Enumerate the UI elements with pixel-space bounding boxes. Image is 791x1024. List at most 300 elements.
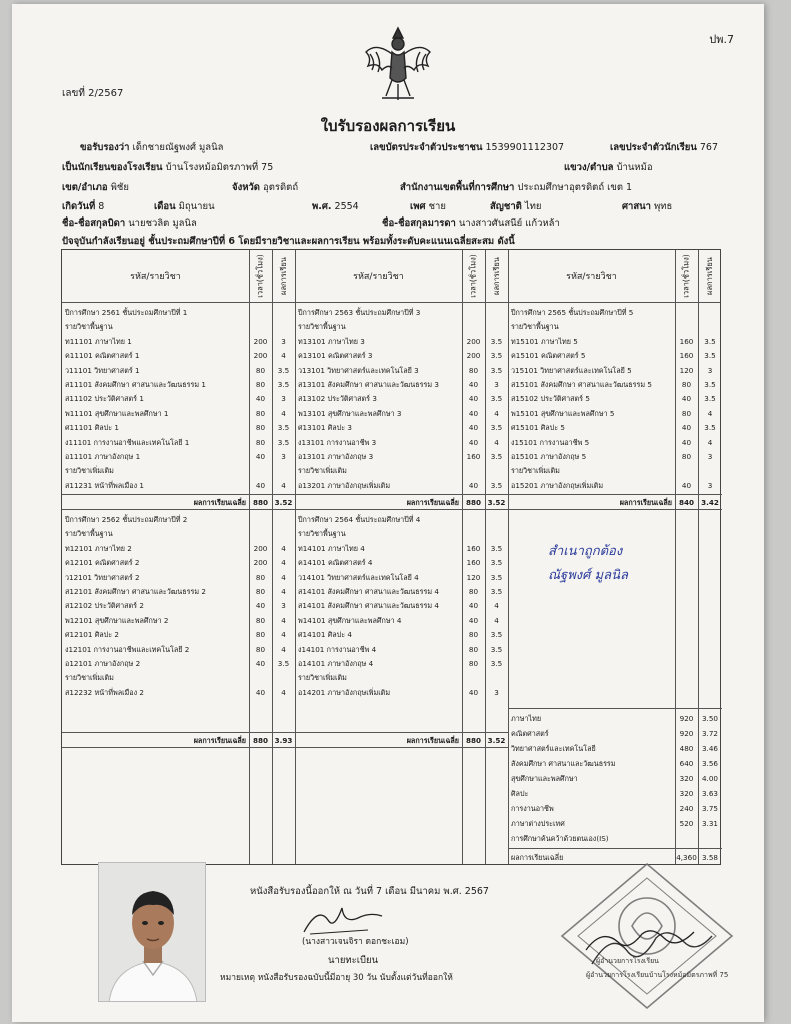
header-credit: เวลา(ชั่วโมง) bbox=[681, 254, 691, 298]
subject-cell: ว15101 วิทยาศาสตร์และเทคโนโลยี 5 bbox=[511, 365, 632, 375]
subject-cell: พ11101 สุขศึกษาและพลศึกษา 1 bbox=[65, 408, 169, 418]
table-row bbox=[511, 450, 722, 463]
nationality-label: สัญชาติ bbox=[490, 201, 522, 212]
subject-cell: ส12102 ประวัติศาสตร์ 2 bbox=[65, 601, 144, 611]
born-day: 8 bbox=[98, 201, 105, 212]
table-row bbox=[65, 657, 295, 670]
table-row bbox=[298, 407, 508, 420]
born-label: เกิดวันที่ bbox=[62, 201, 96, 212]
block-average-row bbox=[65, 734, 295, 747]
father-line bbox=[62, 218, 197, 230]
subject-cell: รายวิชาเพิ่มเติม bbox=[298, 673, 347, 683]
credit-cell: 4,360 bbox=[676, 853, 697, 862]
credit-cell: 160 bbox=[466, 452, 481, 461]
subject-cell: ท14101 ภาษาไทย 4 bbox=[298, 543, 365, 553]
grade-cell: 3.75 bbox=[701, 804, 718, 813]
month-value: มิถุนายน bbox=[178, 201, 215, 212]
grade-cell: 4 bbox=[281, 687, 286, 697]
subject-cell: ศ12101 ศิลปะ 2 bbox=[65, 630, 119, 640]
grade-cell: 3.5 bbox=[490, 452, 503, 461]
grade-cell: 3.5 bbox=[490, 543, 503, 553]
subject-cell: ท15101 ภาษาไทย 5 bbox=[511, 336, 578, 346]
credit-cell: 200 bbox=[466, 336, 481, 346]
month-label: เดือน bbox=[154, 201, 176, 212]
grade-cell: 3.5 bbox=[704, 351, 716, 361]
mother-label: ชื่อ-ชื่อสกุลมารดา bbox=[382, 218, 456, 229]
credit-cell: 40 bbox=[255, 687, 266, 697]
subject-cell: ค15101 คณิตศาสตร์ 5 bbox=[511, 351, 586, 361]
grade-cell: 3.5 bbox=[490, 394, 503, 404]
grade-cell: 3 bbox=[707, 480, 713, 490]
credit-cell: 80 bbox=[468, 587, 479, 596]
column-divider bbox=[508, 250, 509, 864]
credit-cell: 80 bbox=[681, 380, 692, 389]
table-row bbox=[298, 479, 508, 492]
grade-cell: 4 bbox=[494, 437, 499, 447]
handwritten-certified-copy: สำเนาถูกต้อง bbox=[548, 544, 623, 559]
handwritten-certified-copy: ณัฐพงศ์ มูลนิล bbox=[548, 568, 628, 583]
table-row bbox=[511, 464, 722, 477]
province-line bbox=[232, 182, 298, 194]
credit-cell: 320 bbox=[679, 789, 694, 798]
subdistrict-value: บ้านหม้อ bbox=[616, 162, 653, 173]
grade-cell: 3.52 bbox=[487, 736, 506, 745]
subject-cell: รายวิชาเพิ่มเติม bbox=[65, 673, 114, 683]
credit-cell: 80 bbox=[255, 365, 266, 375]
table-row bbox=[511, 407, 722, 420]
table-row bbox=[298, 643, 508, 656]
grade-cell: 3.5 bbox=[490, 630, 503, 640]
grades-table bbox=[61, 249, 721, 865]
subject-cell: ปีการศึกษา 2563 ชั้นประถมศึกษาปีที่ 3 bbox=[298, 308, 421, 317]
summary-top-divider bbox=[508, 708, 722, 709]
subject-cell: รายวิชาพื้นฐาน bbox=[65, 529, 113, 539]
signer-role: นายทะเบียน bbox=[328, 955, 379, 966]
grade-cell: 3.5 bbox=[277, 380, 290, 389]
total-divider bbox=[508, 494, 722, 495]
year-label: พ.ศ. bbox=[312, 201, 332, 212]
credit-cell: 40 bbox=[681, 437, 692, 447]
table-row bbox=[65, 585, 295, 598]
table-row bbox=[65, 628, 295, 641]
grade-cell: 3.56 bbox=[701, 759, 718, 768]
province-value: อุตรดิตถ์ bbox=[263, 182, 299, 193]
grade-cell: 3.5 bbox=[277, 437, 290, 447]
district-line bbox=[62, 182, 129, 194]
credit-cell: 40 bbox=[255, 452, 266, 461]
subject-cell: ภาษาต่างประเทศ bbox=[511, 819, 565, 828]
religion-label: ศาสนา bbox=[622, 201, 651, 212]
subject-cell: รายวิชาพื้นฐาน bbox=[298, 322, 346, 332]
header-divider bbox=[62, 302, 720, 303]
grade-cell: 3.5 bbox=[490, 336, 503, 346]
student-photo bbox=[98, 862, 206, 1002]
table-row bbox=[298, 349, 508, 362]
grade-cell: 4 bbox=[281, 408, 286, 418]
credit-cell: 80 bbox=[255, 630, 266, 640]
grade-cell: 3.5 bbox=[490, 423, 503, 433]
grade-cell: 4 bbox=[281, 630, 286, 640]
subject-cell: ศิลปะ bbox=[511, 789, 529, 798]
id-label: เลขบัตรประจำตัวประชาชน bbox=[370, 142, 483, 153]
area-line bbox=[400, 182, 632, 194]
grade-cell: 3.5 bbox=[704, 394, 716, 404]
grade-cell: 3.52 bbox=[274, 498, 293, 507]
grade-cell: 4 bbox=[707, 437, 713, 447]
subject-cell: ง15101 การงานอาชีพ 5 bbox=[511, 437, 590, 447]
grade-cell: 3 bbox=[281, 336, 286, 346]
year-line bbox=[312, 201, 359, 213]
subject-cell: ส12232 หน้าที่พลเมือง 2 bbox=[65, 687, 144, 697]
header-grade: ผลการเรียน bbox=[705, 257, 715, 295]
certify-line bbox=[80, 142, 223, 154]
credit-cell: 40 bbox=[681, 423, 692, 433]
credit-cell: 920 bbox=[679, 714, 694, 723]
subject-cell: พ12101 สุขศึกษาและพลศึกษา 2 bbox=[65, 615, 169, 625]
table-row bbox=[511, 757, 722, 771]
credit-cell: 160 bbox=[466, 558, 481, 568]
student-no-line bbox=[610, 142, 718, 154]
subject-cell: ผลการเรียนเฉลี่ย bbox=[193, 736, 246, 745]
credit-cell: 40 bbox=[468, 408, 479, 418]
summary-total-divider bbox=[508, 848, 722, 849]
subject-cell: ท12101 ภาษาไทย 2 bbox=[65, 543, 132, 553]
grade-cell: 3.5 bbox=[490, 351, 503, 361]
subject-cell: รายวิชาเพิ่มเติม bbox=[511, 466, 560, 476]
credit-cell: 120 bbox=[679, 365, 694, 375]
table-row bbox=[65, 378, 295, 391]
subject-cell: ส15102 ประวัติศาสตร์ 5 bbox=[511, 394, 590, 404]
credit-cell: 880 bbox=[465, 498, 481, 507]
table-row bbox=[65, 571, 295, 584]
grade-cell: 3.72 bbox=[701, 729, 718, 738]
subject-cell: ส11231 หน้าที่พลเมือง 1 bbox=[65, 480, 144, 490]
subject-cell: การศึกษาค้นคว้าด้วยตนเอง(IS) bbox=[511, 834, 609, 843]
study-summary: ปัจจุบันกำลังเรียนอยู่ ชั้นประถมศึกษาปีที่ 6 โดยมีรายวิชาและผลการเรียน พร้อมทั้งระดับคะแนนเฉลี่ยสะสม ดังนี้ bbox=[62, 236, 515, 247]
seal-director-school: ผู้อำนวยการโรงเรียนบ้านโรงหม้อมิตรภาพที่ 75 bbox=[586, 971, 729, 979]
subject-cell: ว14101 วิทยาศาสตร์และเทคโนโลยี 4 bbox=[298, 572, 419, 582]
id-line bbox=[370, 142, 564, 154]
credit-cell: 120 bbox=[466, 572, 481, 582]
subject-cell: อ15201 ภาษาอังกฤษเพิ่มเติม bbox=[511, 480, 604, 490]
table-row bbox=[298, 306, 508, 319]
credit-cell: 40 bbox=[468, 437, 479, 447]
table-row bbox=[511, 320, 722, 333]
table-row bbox=[65, 527, 295, 540]
school-label: เป็นนักเรียนของโรงเรียน bbox=[62, 162, 163, 173]
grade-cell: 3.93 bbox=[274, 736, 293, 745]
table-row bbox=[511, 335, 722, 348]
table-row bbox=[65, 556, 295, 569]
district-label: เขต/อำเภอ bbox=[62, 182, 108, 193]
table-row bbox=[511, 378, 722, 391]
subject-cell: ท11101 ภาษาไทย 1 bbox=[65, 336, 132, 346]
subject-cell: รายวิชาพื้นฐาน bbox=[298, 529, 346, 539]
subject-cell: อ15101 ภาษาอังกฤษ 5 bbox=[511, 452, 587, 461]
grade-cell: 3 bbox=[494, 687, 499, 697]
religion-line bbox=[622, 201, 672, 213]
credit-cell: 80 bbox=[468, 644, 479, 654]
subject-cell: ส13102 ประวัติศาสตร์ 3 bbox=[298, 394, 377, 404]
table-row bbox=[511, 421, 722, 434]
table-row bbox=[511, 802, 722, 816]
credit-cell: 40 bbox=[255, 480, 266, 490]
table-row bbox=[511, 772, 722, 786]
subject-cell: ผลการเรียนเฉลี่ย bbox=[193, 498, 246, 507]
page-title: ใบรับรองผลการเรียน bbox=[320, 117, 456, 135]
grade-cell: 4 bbox=[494, 408, 499, 418]
grade-cell: 3.5 bbox=[277, 365, 290, 375]
credit-cell: 200 bbox=[253, 558, 268, 568]
subject-cell: รายวิชาพื้นฐาน bbox=[511, 322, 559, 332]
subject-cell: รายวิชาเพิ่มเติม bbox=[298, 466, 347, 476]
table-row bbox=[298, 450, 508, 463]
credit-cell: 80 bbox=[468, 365, 479, 375]
total-divider bbox=[62, 732, 508, 733]
sex-label: เพศ bbox=[410, 201, 426, 212]
credit-cell: 320 bbox=[679, 774, 694, 783]
credit-cell: 840 bbox=[678, 498, 694, 507]
table-row bbox=[511, 727, 722, 741]
credit-cell: 880 bbox=[252, 736, 268, 745]
subject-cell: อ13201 ภาษาอังกฤษเพิ่มเติม bbox=[298, 480, 391, 490]
father-label: ชื่อ-ชื่อสกุลบิดา bbox=[62, 218, 126, 229]
subject-cell: รายวิชาพื้นฐาน bbox=[65, 322, 113, 332]
table-row bbox=[511, 479, 722, 492]
remark-note: หมายเหตุ หนังสือรับรองฉบับนี้มีอายุ 30 วัน นับตั้งแต่วันที่ออกให้ bbox=[220, 973, 453, 983]
subject-cell: ศ15101 ศิลปะ 5 bbox=[511, 423, 565, 433]
subject-cell: อ14101 ภาษาอังกฤษ 4 bbox=[298, 659, 374, 668]
subject-cell: ว12101 วิทยาศาสตร์ 2 bbox=[65, 572, 140, 582]
table-row bbox=[511, 306, 722, 319]
block-average-row bbox=[65, 496, 295, 509]
table-row bbox=[298, 335, 508, 348]
block-average-row bbox=[298, 496, 508, 509]
subject-cell: ผลการเรียนเฉลี่ย bbox=[406, 498, 459, 507]
subject-cell: ง12101 การงานอาชีพและเทคโนโลยี 2 bbox=[65, 644, 190, 654]
table-row bbox=[511, 817, 722, 831]
credit-cell: 80 bbox=[468, 630, 479, 640]
table-row bbox=[298, 571, 508, 584]
sex-value: ชาย bbox=[428, 201, 446, 212]
subdistrict-label: แขวง/ตำบล bbox=[564, 162, 614, 173]
header-grade: ผลการเรียน bbox=[278, 257, 288, 295]
table-row bbox=[65, 614, 295, 627]
subject-cell: รายวิชาเพิ่มเติม bbox=[65, 466, 114, 476]
table-row bbox=[65, 421, 295, 434]
subject-cell: วิทยาศาสตร์และเทคโนโลยี bbox=[511, 744, 596, 753]
subject-cell: ท13101 ภาษาไทย 3 bbox=[298, 336, 365, 346]
subject-cell: สังคมศึกษา ศาสนาและวัฒนธรรม bbox=[511, 759, 616, 768]
grade-cell: 3.31 bbox=[701, 819, 718, 828]
credit-cell: 40 bbox=[468, 380, 479, 389]
table-row bbox=[298, 513, 508, 526]
table-row bbox=[298, 421, 508, 434]
credit-cell: 40 bbox=[255, 601, 266, 611]
grade-cell: 3.5 bbox=[490, 480, 503, 490]
grade-cell: 3.5 bbox=[490, 587, 503, 596]
subject-cell: ว11101 วิทยาศาสตร์ 1 bbox=[65, 365, 140, 375]
table-row bbox=[65, 306, 295, 319]
grade-cell: 4 bbox=[707, 408, 713, 418]
table-row bbox=[65, 686, 295, 699]
subject-cell: ปีการศึกษา 2565 ชั้นประถมศึกษาปีที่ 5 bbox=[511, 308, 634, 317]
credit-cell: 80 bbox=[255, 437, 266, 447]
mother-value: นางสาวศันสนีย์ แก้วหล้า bbox=[458, 218, 560, 229]
grade-cell: 3.52 bbox=[487, 498, 506, 507]
total-divider bbox=[62, 494, 508, 495]
grade-cell: 4 bbox=[494, 601, 499, 611]
header-subject: รหัส/รายวิชา bbox=[130, 272, 181, 282]
grade-cell: 4 bbox=[281, 572, 286, 582]
subject-cell: ปีการศึกษา 2562 ชั้นประถมศึกษาปีที่ 2 bbox=[65, 515, 188, 524]
table-row bbox=[298, 614, 508, 627]
nationality-line bbox=[490, 201, 542, 213]
subject-cell: ส15101 สังคมศึกษา ศาสนาและวัฒนธรรม 5 bbox=[511, 380, 652, 389]
grade-cell: 3 bbox=[707, 365, 713, 375]
subject-cell: ภาษาไทย bbox=[511, 714, 542, 723]
table-row bbox=[65, 479, 295, 492]
header-credit: เวลา(ชั่วโมง) bbox=[468, 254, 478, 298]
grade-cell: 3.5 bbox=[490, 659, 503, 668]
credit-cell: 40 bbox=[255, 659, 266, 668]
block-divider bbox=[508, 509, 722, 510]
credit-cell: 200 bbox=[253, 336, 268, 346]
grade-cell: 3.5 bbox=[277, 423, 290, 433]
table-row bbox=[65, 364, 295, 377]
credit-cell: 40 bbox=[681, 394, 692, 404]
subject-cell: อ13101 ภาษาอังกฤษ 3 bbox=[298, 452, 374, 461]
subject-cell: สุขศึกษาและพลศึกษา bbox=[511, 774, 578, 783]
grade-cell: 3 bbox=[494, 380, 499, 389]
table-row bbox=[298, 527, 508, 540]
credit-cell: 80 bbox=[255, 615, 266, 625]
subject-cell: ค12101 คณิตศาสตร์ 2 bbox=[65, 558, 140, 568]
religion-value: พุทธ bbox=[654, 201, 673, 212]
table-row bbox=[511, 364, 722, 377]
grade-cell: 4 bbox=[281, 644, 286, 654]
grade-cell: 4 bbox=[281, 480, 286, 490]
table-row bbox=[65, 513, 295, 526]
table-row bbox=[298, 542, 508, 555]
table-row bbox=[65, 392, 295, 405]
grade-cell: 4 bbox=[281, 587, 286, 596]
subject-cell: ส14101 สังคมศึกษา ศาสนาและวัฒนธรรม 4 bbox=[298, 587, 439, 596]
subject-cell: คณิตศาสตร์ bbox=[511, 729, 549, 738]
credit-cell: 880 bbox=[465, 736, 481, 745]
month-line bbox=[154, 201, 215, 213]
certificate-sheet bbox=[12, 4, 764, 1022]
table-row bbox=[298, 671, 508, 684]
subject-cell: อ12101 ภาษาอังกฤษ 2 bbox=[65, 659, 141, 668]
credit-cell: 40 bbox=[468, 615, 479, 625]
table-row bbox=[65, 407, 295, 420]
subject-cell: ผลการเรียนเฉลี่ย bbox=[406, 736, 459, 745]
student-no-value: 767 bbox=[699, 142, 719, 153]
credit-cell: 40 bbox=[468, 601, 479, 611]
credit-cell: 640 bbox=[679, 759, 694, 768]
area-label: สำนักงานเขตพื้นที่การศึกษา bbox=[400, 182, 515, 193]
sex-line bbox=[410, 201, 446, 213]
table-row bbox=[65, 450, 295, 463]
header-subject: รหัส/รายวิชา bbox=[566, 272, 617, 282]
grade-cell: 3.5 bbox=[490, 644, 503, 654]
subject-cell: ศ14101 ศิลปะ 4 bbox=[298, 630, 352, 640]
table-row bbox=[298, 392, 508, 405]
grade-cell: 4 bbox=[281, 351, 286, 361]
grade-cell: 3.5 bbox=[277, 659, 290, 668]
table-row bbox=[298, 464, 508, 477]
credit-cell: 40 bbox=[468, 423, 479, 433]
born-line bbox=[62, 201, 104, 213]
nationality-value: ไทย bbox=[524, 201, 542, 212]
subject-cell: ค13101 คณิตศาสตร์ 3 bbox=[298, 351, 373, 361]
header-grade: ผลการเรียน bbox=[491, 257, 501, 295]
table-row bbox=[511, 742, 722, 756]
table-row bbox=[65, 599, 295, 612]
subject-cell: ปีการศึกษา 2564 ชั้นประถมศึกษาปีที่ 4 bbox=[298, 515, 421, 524]
table-row bbox=[65, 436, 295, 449]
table-row bbox=[65, 335, 295, 348]
table-row bbox=[298, 320, 508, 333]
grade-cell: 3.50 bbox=[701, 714, 718, 723]
table-row bbox=[298, 436, 508, 449]
header-subject: รหัส/รายวิชา bbox=[353, 272, 404, 282]
table-row bbox=[298, 378, 508, 391]
form-code: ปพ.7 bbox=[709, 33, 734, 46]
subject-cell: ว13101 วิทยาศาสตร์และเทคโนโลยี 3 bbox=[298, 365, 419, 375]
subject-cell: อ14201 ภาษาอังกฤษเพิ่มเติม bbox=[298, 687, 391, 697]
table-row bbox=[298, 628, 508, 641]
credit-cell: 80 bbox=[255, 572, 266, 582]
year-value: 2554 bbox=[334, 201, 359, 212]
province-label: จังหวัด bbox=[232, 182, 260, 193]
grade-cell: 3.5 bbox=[704, 336, 716, 346]
subject-cell: พ13101 สุขศึกษาและพลศึกษา 3 bbox=[298, 408, 402, 418]
director-signature-icon bbox=[580, 924, 700, 960]
subject-cell: ส11102 ประวัติศาสตร์ 1 bbox=[65, 394, 144, 404]
table-row bbox=[65, 542, 295, 555]
subject-cell: การงานอาชีพ bbox=[511, 804, 554, 813]
area-value: ประถมศึกษาอุตรดิตถ์ เขต 1 bbox=[517, 182, 633, 193]
table-row bbox=[65, 464, 295, 477]
district-value: พิชัย bbox=[110, 182, 129, 193]
credit-cell: 160 bbox=[679, 336, 694, 346]
credit-cell: 880 bbox=[252, 498, 268, 507]
block-divider bbox=[62, 509, 508, 510]
credit-cell: 200 bbox=[466, 351, 481, 361]
subject-cell: ส13101 สังคมศึกษา ศาสนาและวัฒนธรรม 3 bbox=[298, 380, 439, 389]
credit-cell: 920 bbox=[679, 729, 694, 738]
mother-line bbox=[382, 218, 560, 230]
credit-cell: 40 bbox=[468, 687, 479, 697]
subject-cell: ส12101 สังคมศึกษา ศาสนาและวัฒนธรรม 2 bbox=[65, 587, 206, 596]
school-value: บ้านโรงหม้อมิตรภาพที่ 75 bbox=[165, 162, 274, 173]
credit-cell: 160 bbox=[679, 351, 694, 361]
credit-cell: 80 bbox=[681, 452, 692, 461]
subject-cell: พ15101 สุขศึกษาและพลศึกษา 5 bbox=[511, 408, 615, 418]
table-row bbox=[511, 436, 722, 449]
subject-cell: พ14101 สุขศึกษาและพลศึกษา 4 bbox=[298, 615, 402, 625]
grade-cell: 3.5 bbox=[490, 365, 503, 375]
subject-cell: ศ11101 ศิลปะ 1 bbox=[65, 423, 119, 433]
issue-date-line: หนังสือรับรองนี้ออกให้ ณ วันที่ 7 เดือน มีนาคม พ.ศ. 2567 bbox=[250, 886, 489, 897]
seal-director-title: ผู้อำนวยการโรงเรียน bbox=[596, 957, 659, 965]
subdistrict-line bbox=[564, 162, 653, 174]
grade-cell: 4 bbox=[281, 558, 286, 568]
subject-cell: ค14101 คณิตศาสตร์ 4 bbox=[298, 558, 373, 568]
garuda-emblem-icon bbox=[362, 22, 434, 106]
